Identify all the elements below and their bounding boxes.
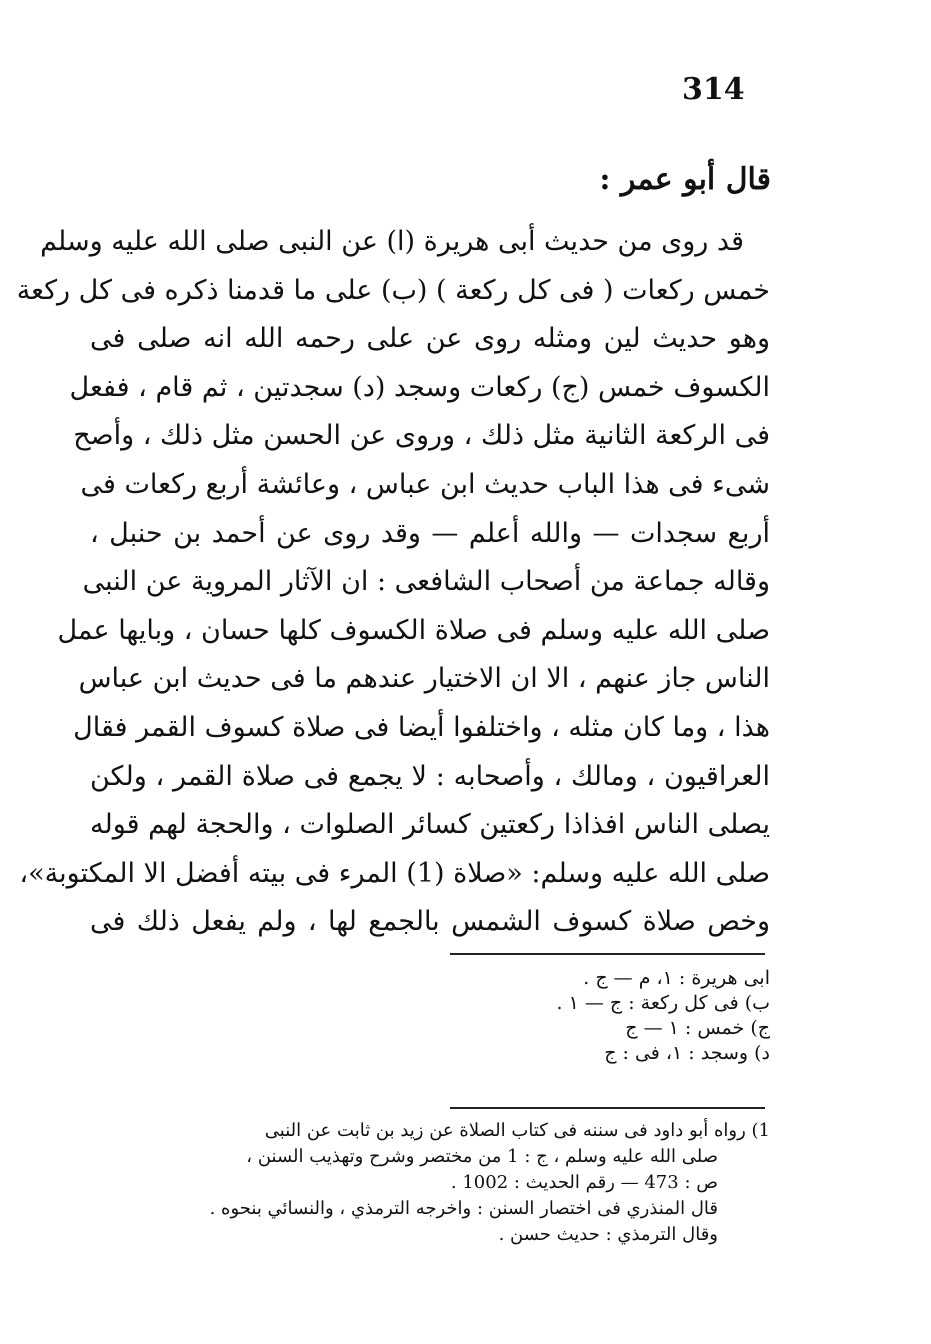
variant-note: ابى هريرة : ١، م — ج .: [583, 967, 770, 989]
variant-note: د) وسجد : ١، فى : ج: [604, 1042, 770, 1064]
variant-note: ج) خمس : ١ — ج: [625, 1017, 770, 1039]
body-line: وخص صلاة كسوف الشمس بالجمع لها ، ولم يفعل ذلك فى: [90, 906, 770, 938]
body-line: فى الركعة الثانية مثل ذلك ، وروى عن الحسن مثل ذلك ، وأصح: [73, 420, 770, 452]
body-line: وقاله جماعة من أصحاب الشافعى : ان الآثار المروية عن النبى: [82, 566, 770, 598]
body-line: الكسوف خمس (ج) ركعات وسجد (د) سجدتين ، ثم قام ، ففعل: [69, 371, 770, 403]
variants-divider: [450, 953, 765, 955]
body-line: العراقيون ، ومالك ، وأصحابه : لا يجمع فى صلاة القمر ، ولكن: [90, 760, 770, 792]
body-line: أربع سجدات — والله أعلم — وقد روى عن أحمد بن حنبل ،: [90, 517, 770, 549]
body-line: شىء فى هذا الباب حديث ابن عباس ، وعائشة أربع ركعات فى: [80, 468, 770, 500]
body-line: صلى الله عليه وسلم فى صلاة الكسوف كلها حسان ، وبايها عمل: [57, 614, 770, 646]
body-line: خمس ركعات ( فى كل ركعة ) (ب) على ما قدمنا ذكره فى كل ركعة: [16, 274, 770, 306]
footnote-line: ص : 473 — رقم الحديث : 1002 .: [450, 1172, 718, 1193]
variant-note: ب) فى كل ركعة : ج — ١ .: [556, 992, 770, 1014]
section-heading: قال أبو عمر :: [599, 162, 771, 197]
textual-variants: [420, 966, 770, 1066]
body-line: قد روى من حديث أبى هريرة (ا) عن النبى صلى الله عليه وسلم: [40, 226, 744, 257]
footnote-line: 1) رواه أبو داود فى سننه فى كتاب الصلاة عن زيد بن ثابت عن النبى: [264, 1120, 770, 1141]
body-line: الناس جاز عنهم ، الا ان الاختيار عندهم ما فى حديث ابن عباس: [78, 663, 770, 695]
body-line: يصلى الناس افذاذا ركعتين كسائر الصلوات ، والحجة لهم قوله: [90, 809, 770, 841]
footnotes-divider: [450, 1107, 765, 1109]
body-line: هذا ، وما كان مثله ، واختلفوا أيضا فى صلاة كسوف القمر فقال: [73, 711, 770, 743]
body-text: [16, 218, 770, 947]
footnote-line: صلى الله عليه وسلم ، ج : 1 من مختصر وشرح وتهذيب السنن ،: [246, 1146, 718, 1167]
footnote-line: وقال الترمذي : حديث حسن .: [498, 1224, 718, 1245]
body-line: وهو حديث لين ومثله روى عن على رحمه الله انه صلى فى: [90, 323, 770, 355]
body-line: صلى الله عليه وسلم: «صلاة (1) المرء فى بيته أفضل الا المكتوبة»،: [19, 857, 770, 889]
page-number: 314: [682, 72, 745, 107]
footnotes: [80, 1118, 770, 1248]
footnote-line: قال المنذري فى اختصار السنن : واخرجه الترمذي ، والنسائي بنحوه .: [209, 1198, 718, 1219]
